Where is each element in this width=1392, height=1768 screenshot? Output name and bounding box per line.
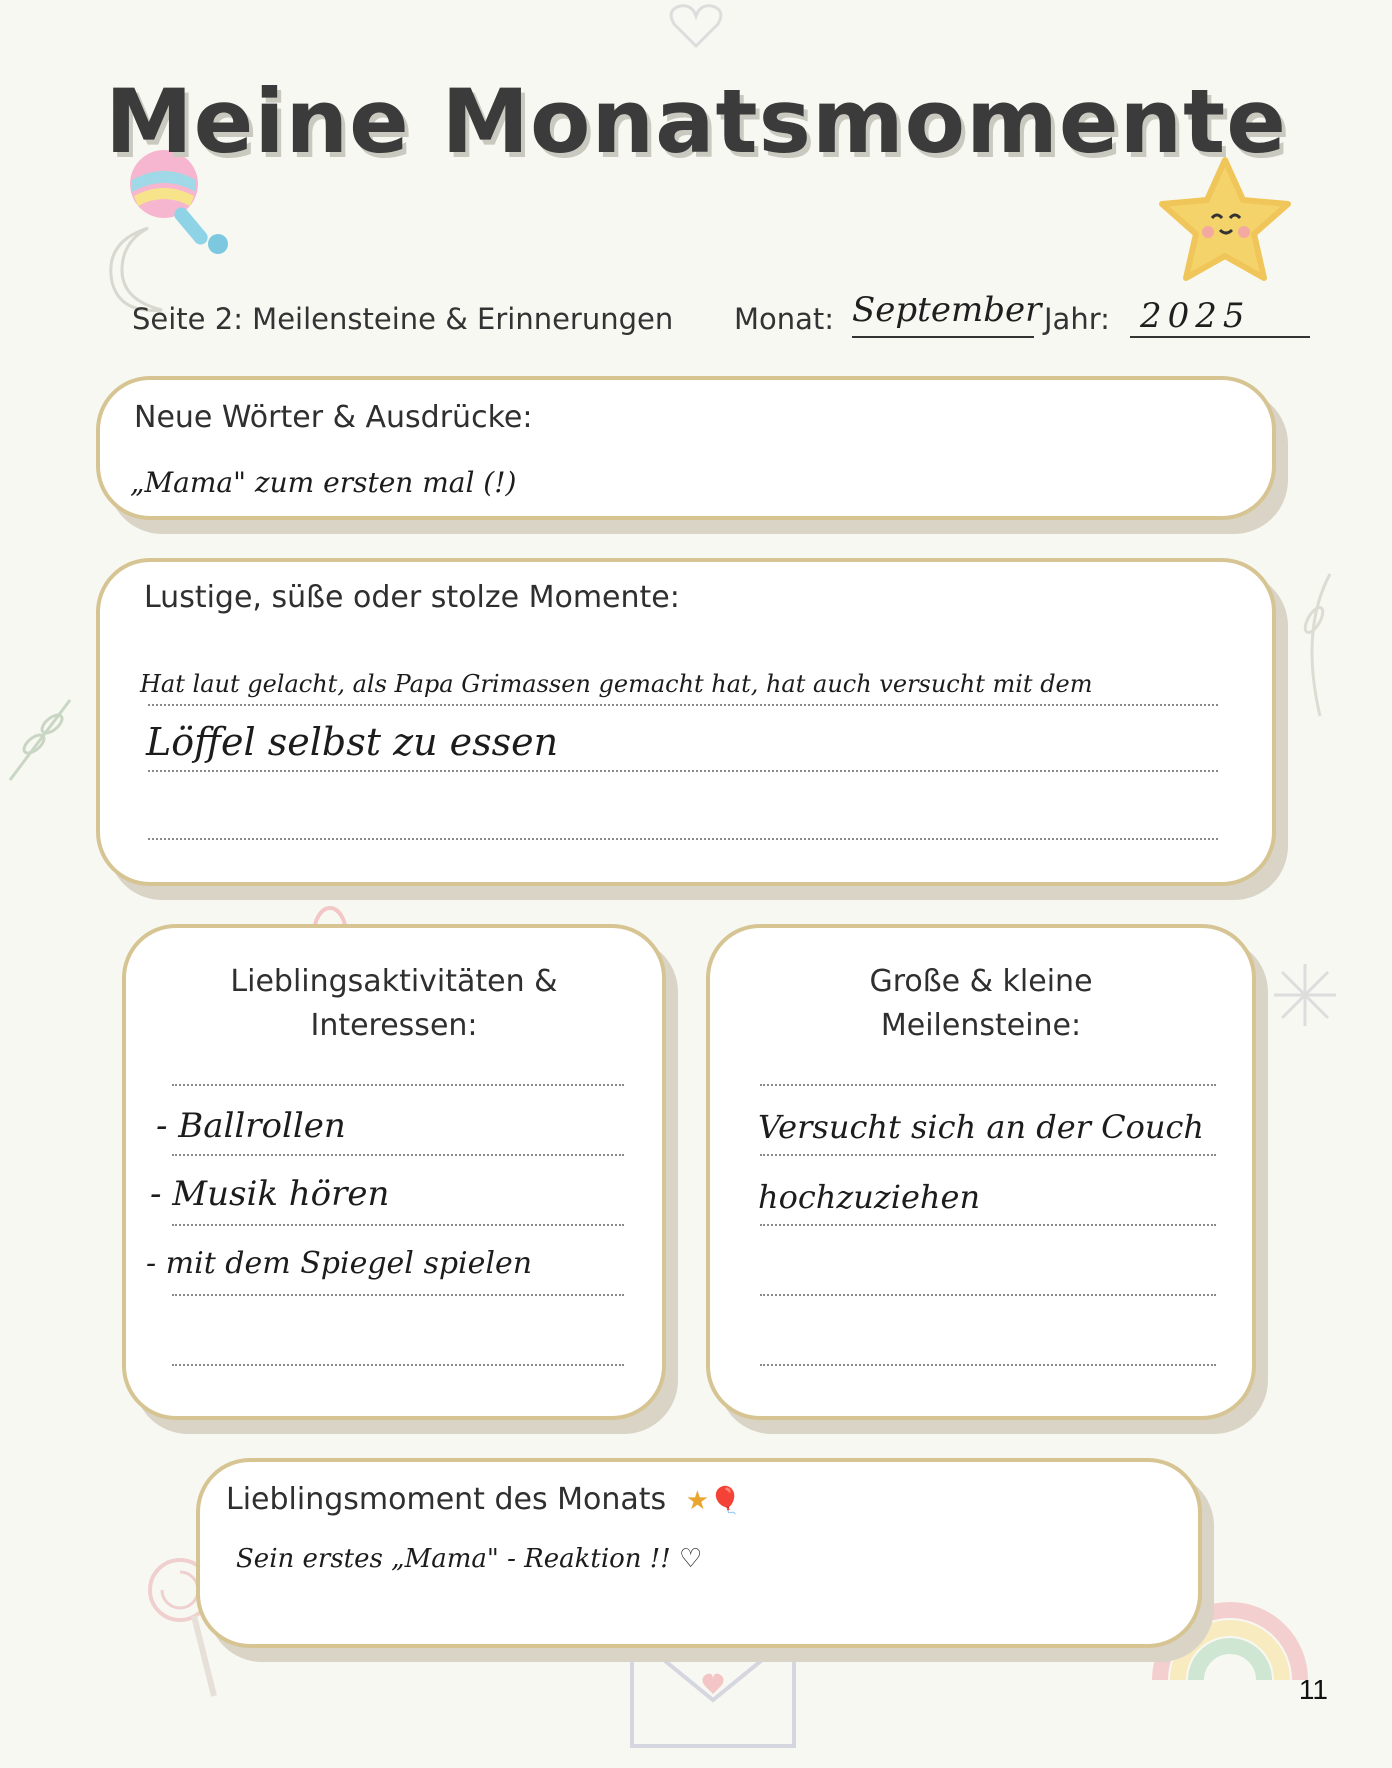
milestones-rule-1	[760, 1084, 1216, 1086]
milestones-label-line1: Große & kleine	[869, 964, 1093, 999]
favorite-moment-label-text: Lieblingsmoment des Monats	[226, 1482, 667, 1517]
activities-card	[122, 924, 666, 1420]
year-label: Jahr:	[1044, 302, 1110, 336]
month-underline	[852, 334, 1034, 338]
page-title: Meine Monatsmomente	[105, 70, 1287, 173]
year-value[interactable]: 2025	[1140, 296, 1251, 336]
star-face-icon	[1150, 152, 1300, 292]
activities-label-line1: Lieblingsaktivitäten &	[230, 964, 558, 999]
moments-line-2[interactable]: Löffel selbst zu essen	[146, 720, 559, 764]
new-words-entry[interactable]: „Mama" zum ersten mal (!)	[130, 466, 517, 499]
activities-label-line2: Interessen:	[310, 1008, 478, 1043]
milestones-card	[706, 924, 1256, 1420]
milestones-label-line2: Meilensteine:	[880, 1008, 1082, 1043]
page-section-label: Seite 2: Meilensteine & Erinnerungen	[132, 302, 674, 336]
month-value[interactable]: September	[852, 290, 1042, 330]
activities-rule-5	[172, 1364, 624, 1366]
year-underline	[1130, 334, 1310, 338]
moments-rule-1	[148, 704, 1218, 706]
page-number: 11	[1298, 1674, 1328, 1705]
favorite-moment-card	[196, 1458, 1202, 1648]
leaf-icon	[1290, 570, 1350, 720]
favorite-moment-entry[interactable]: Sein erstes „Mama" - Reaktion !! ♡	[236, 1544, 703, 1574]
activities-rule-1	[172, 1084, 624, 1086]
activities-rule-2	[172, 1154, 624, 1156]
star-balloon-icon: ★🎈	[685, 1486, 742, 1516]
leaf-icon	[0, 690, 80, 790]
sparkle-icon	[1270, 960, 1340, 1030]
activities-rule-3	[172, 1224, 624, 1226]
moments-rule-2	[148, 770, 1218, 772]
activities-rule-4	[172, 1294, 624, 1296]
milestones-rule-5	[760, 1364, 1216, 1366]
activities-item-2[interactable]: - Musik hören	[150, 1174, 390, 1214]
new-words-label: Neue Wörter & Ausdrücke:	[134, 400, 533, 435]
moments-card	[96, 558, 1276, 886]
favorite-moment-label	[226, 1482, 741, 1517]
new-words-card	[96, 376, 1276, 520]
milestones-line-2[interactable]: hochzuziehen	[758, 1178, 981, 1216]
activities-item-1[interactable]: - Ballrollen	[156, 1106, 346, 1146]
heart-icon	[666, 2, 726, 52]
milestones-line-1[interactable]: Versucht sich an der Couch	[758, 1108, 1204, 1146]
moments-rule-3	[148, 838, 1218, 840]
moments-label: Lustige, süße oder stolze Momente:	[144, 580, 680, 615]
milestones-rule-2	[760, 1154, 1216, 1156]
milestones-rule-3	[760, 1224, 1216, 1226]
milestones-rule-4	[760, 1294, 1216, 1296]
month-label: Monat:	[734, 302, 835, 336]
envelope-icon	[628, 1630, 798, 1750]
activities-item-3[interactable]: - mit dem Spiegel spielen	[146, 1246, 533, 1281]
moments-line-1[interactable]: Hat laut gelacht, als Papa Grimassen gemacht hat, hat auch versucht mit dem	[140, 670, 1093, 698]
